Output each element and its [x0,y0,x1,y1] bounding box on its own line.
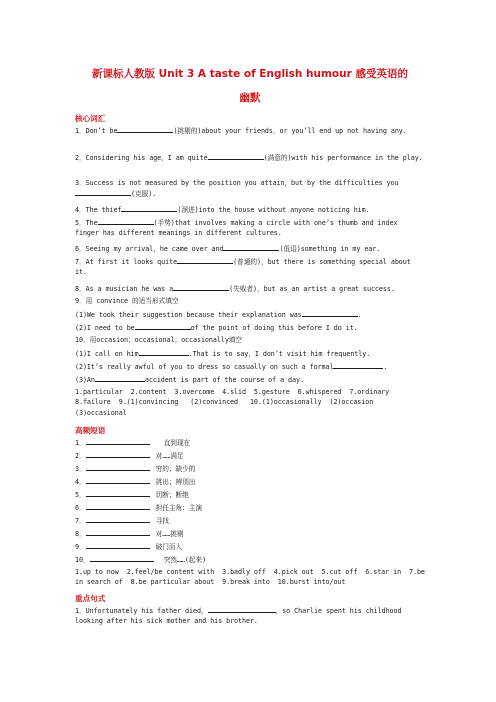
vocab-item-9-heading: 9．用 convince 的适当形式填空 [75,297,179,305]
answer-blank[interactable] [86,450,150,458]
document-title-continued: 幽默 [239,92,261,104]
answer-blank[interactable] [302,309,358,317]
answer-blank[interactable] [173,283,229,291]
vocab-item-7: 7．At first it looks quite (普通的)，but there is something special about it. [75,258,415,277]
vocab-answers: 1.particular 2.content 3.overcome 4.slid 5.gesture 6.whispered 7.ordinary 8.failure 9.(1)convincing (2)convinced 10.(1)occasionally (2)occasion (3)occasional [75,388,398,417]
vocab-item-10-3: (3)An accident is part of the course of a day. [75,376,304,384]
phrase-item-1: 1． 直到现在 [75,439,191,447]
answer-blank[interactable] [208,605,276,613]
phrase-item-4: 4． 挑出；辨别出 [75,478,196,486]
answer-blank[interactable] [86,463,150,471]
phrase-item-10: 10． 突然……(起来) [75,556,207,564]
phrase-answers: 1.up to now 2.feel/be content with 3.badly off 4.pick out 5.cut off 6.star in 7.be in search of 8.be particular about 9.break into 10.burst into/out [75,568,429,587]
section-heading-phrases: 高频短语 [75,426,106,435]
vocab-item-10-2: (2)It’s really awful of you to dress so casually on such a formal . [75,363,388,371]
vocab-item-9-1: (1)We took their suggestion because their explanation was . [75,311,362,319]
section-heading-sentences: 重点句式 [75,594,106,603]
answer-blank[interactable] [86,437,150,445]
answer-blank[interactable] [333,361,383,369]
phrase-item-3: 3． 穷的；缺少的 [75,465,196,473]
vocab-item-10-1: (1)I call on him .That is to say，I don’t visit him frequently. [75,350,371,358]
vocab-item-1: 1．Don’t be (挑剔的)about your friends，or you’ll end up not having any. [75,127,407,135]
answer-blank[interactable] [86,515,150,523]
section-heading-vocab: 核心词汇 [75,114,106,123]
answer-blank[interactable] [117,125,173,133]
vocab-item-8: 8．As a musician he was a (失败者)，but as an artist a great success. [75,285,395,293]
vocab-item-4: 4．The thief (溜进)into the house without anyone noticing him. [75,206,370,214]
vocab-item-3: 3．Success is not measured by the position you attain，but by the difficulties you(克服). [75,179,399,199]
answer-blank[interactable] [98,217,154,225]
vocab-item-10-heading: 10．用occasion；occasional；occasionally填空 [75,336,243,344]
answer-blank[interactable] [139,348,189,356]
phrase-item-7: 7． 寻找 [75,517,169,525]
phrase-item-9: 9． 破门而入 [75,543,183,551]
phrase-item-8: 8． 对……挑剔 [75,530,184,538]
phrase-item-5: 5． 切断；断绝 [75,491,189,499]
phrase-item-2: 2． 对……满足 [75,452,184,460]
answer-blank[interactable] [90,554,154,562]
answer-blank[interactable] [86,502,150,510]
answer-blank[interactable] [86,541,150,549]
answer-blank[interactable] [95,374,145,382]
answer-blank[interactable] [135,322,191,330]
vocab-item-2: 2．Considering his age，I am quite (满意的)with his performance in the play. [75,154,423,162]
document-title: 新课标人教版 Unit 3 A taste of English humour 感受英语的 [92,68,408,80]
answer-blank[interactable] [121,204,177,212]
answer-blank[interactable] [86,528,150,536]
vocab-item-9-2: (2)I need to be of the point of doing this before I do it. [75,324,358,332]
phrase-item-6: 6． 担任主角；主演 [75,504,203,512]
answer-blank[interactable] [177,256,233,264]
answer-blank[interactable] [86,489,150,497]
vocab-item-6: 6．Seeing my arrival，he came over and (低语)something in my ear. [75,245,381,253]
sentence-item-1: 1．Unfortunately his father died， ，so Charlie spent his childhood looking after his sick mother and his brother. [75,607,406,626]
answer-blank[interactable] [86,476,150,484]
answer-blank[interactable] [75,188,131,196]
answer-blank[interactable] [223,243,279,251]
vocab-item-5: 5．The (手势)that involves making a circle with one’s thumb and index finger has different meanings in different cultures. [75,219,402,238]
answer-blank[interactable] [208,152,264,160]
